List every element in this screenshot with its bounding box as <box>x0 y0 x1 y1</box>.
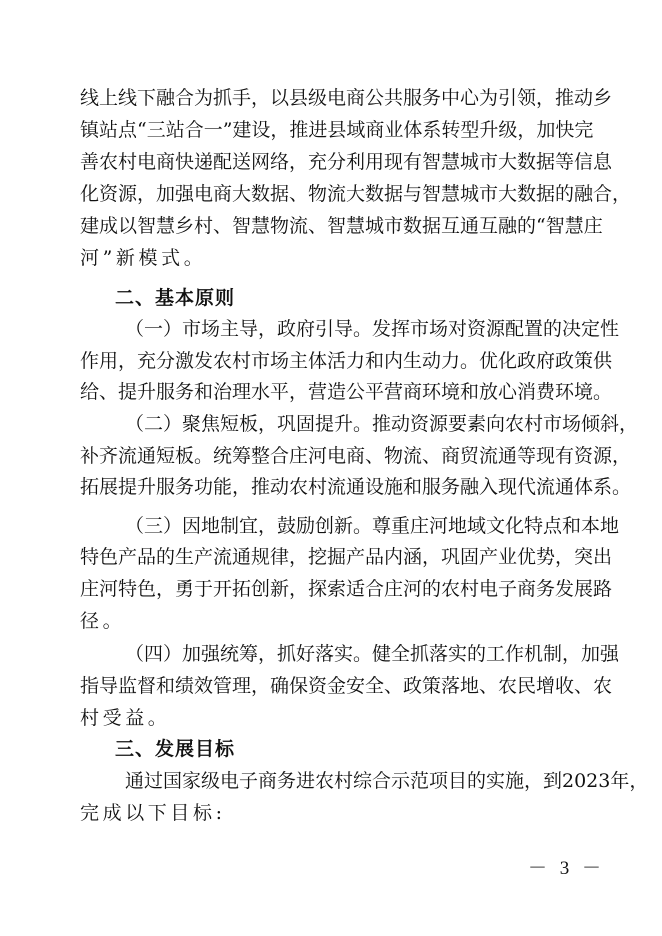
goals-line: 完成以下目标: <box>80 802 226 824</box>
principle-item-1-line: （一）市场主导，政府引导。发挥市场对资源配置的决定性 <box>125 318 620 340</box>
principle-item-4-line: （四）加强统筹，抓好落实。健全抓落实的工作机制，加强 <box>125 643 620 665</box>
paragraph-line: 化资源，加强电商大数据、物流大数据与智慧城市大数据的融合， <box>80 183 632 205</box>
principle-item-2-line: 补齐流通短板。统筹整合庄河电商、物流、商贸流通等现有资源， <box>80 445 632 467</box>
principle-item-3-line: 庄河特色，勇于开拓创新，探索适合庄河的农村电子商务发展路 <box>80 578 613 600</box>
section-heading-goals: 三、发展目标 <box>115 738 236 760</box>
goals-line: 通过国家级电子商务进农村综合示范项目的实施，到2023年， <box>125 770 649 792</box>
principle-item-2-line: 拓展提升服务功能，推动农村流通设施和服务融入现代流通体系。 <box>80 476 632 498</box>
paragraph-line: 善农村电商快递配送网络，充分利用现有智慧城市大数据等信息 <box>80 151 613 173</box>
section-heading-principles: 二、基本原则 <box>115 287 236 309</box>
paragraph-line: 建成以智慧乡村、智慧物流、智慧城市数据互通互融的“智慧庄 <box>80 215 603 237</box>
principle-item-1-line: 给、提升服务和治理水平，营造公平营商环境和放心消费环境。 <box>80 381 613 403</box>
principle-item-1-line: 作用，充分激发农村市场主体活力和内生动力。优化政府政策供 <box>80 350 613 372</box>
paragraph-line: 线上线下融合为抓手，以县级电商公共服务中心为引领，推动乡 <box>80 87 613 109</box>
paragraph-line: 镇站点“三站合一”建设，推进县域商业体系转型升级，加快完 <box>80 119 594 141</box>
principle-item-3-line: （三）因地制宜，鼓励创新。尊重庄河地域文化特点和本地 <box>125 515 620 537</box>
principle-item-2-line: （二）聚焦短板，巩固提升。推动资源要素向农村市场倾斜， <box>125 413 639 435</box>
principle-item-4-line: 指导监督和绩效管理，确保资金安全、政策落地、农民增收、农 <box>80 675 613 697</box>
principle-item-4-line: 村受益。 <box>80 707 171 729</box>
page-number: － 3 － <box>528 858 606 879</box>
principle-item-3-line: 径。 <box>80 610 126 632</box>
paragraph-line: 河”新模式。 <box>80 247 207 269</box>
principle-item-3-line: 特色产品的生产流通规律，挖掘产品内涵，巩固产业优势，突出 <box>80 546 613 568</box>
